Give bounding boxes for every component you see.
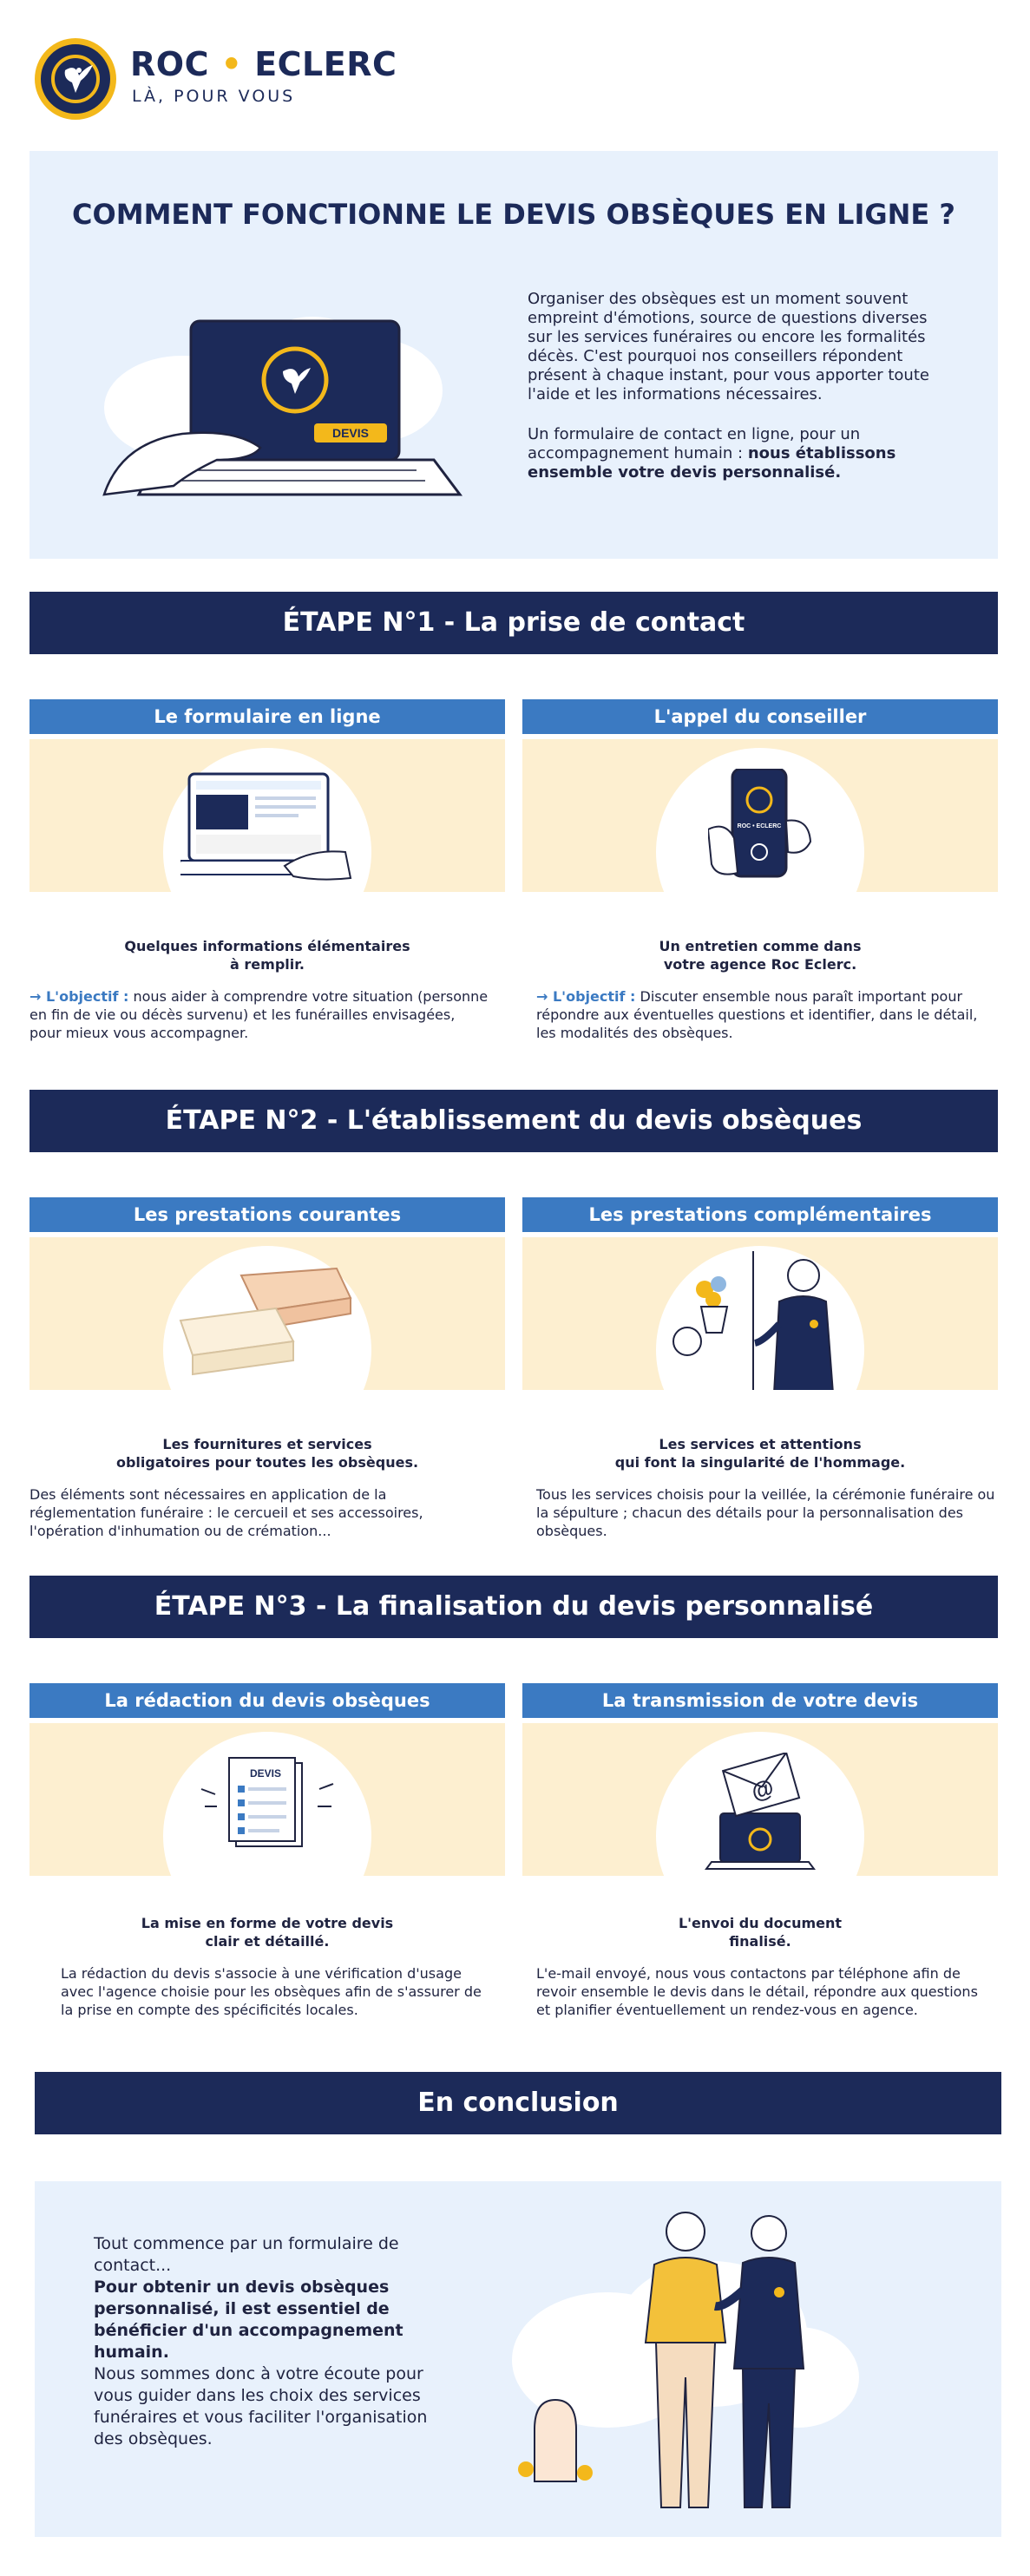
laptop-devis-badge: DEVIS (331, 426, 370, 440)
card-subtitle-quote-drafting: La mise en forme de votre devis clair et détaillé. (141, 1915, 394, 1950)
phone-icon (708, 769, 812, 890)
card-subtitle-advisor-call: Un entretien comme dans votre agence Roc Eclerc. (659, 938, 862, 973)
card-subtitle-online-form: Quelques informations élémentaires à remplir. (124, 938, 410, 973)
hero-paragraph-2: Un formulaire de contact en ligne, pour un accompagnement humain : nous établissons ensemble votre devis personnalisé. (528, 425, 896, 482)
card-subtitle-quote-transmission: L'envoi du document finalisé. (678, 1915, 843, 1950)
document-icon (198, 1754, 337, 1858)
card-body-quote-transmission: L'e-mail envoyé, nous vous contactons par téléphone afin de revoir ensemble le devis dans le détail, répondre aux questions et planifier éventuellement un rendez-vous en agence. (536, 1965, 978, 2018)
angel-icon (41, 44, 110, 114)
card-subtitle-standard-services: Les fournitures et services obligatoires pour toutes les obsèques. (115, 1436, 419, 1471)
document-devis-label: DEVIS (250, 1767, 282, 1780)
card-illustration-standard-services (30, 1237, 505, 1390)
advisor-flowers-icon (653, 1246, 861, 1390)
card-illustration-online-form (30, 739, 505, 892)
card-heading-additional-services: Les prestations complémentaires (522, 1197, 998, 1232)
email-laptop-icon (699, 1753, 821, 1874)
card-illustration-advisor-call (522, 739, 998, 892)
card-body-online-form: → L'objectif : nous aider à comprendre votre situation (personne en fin de vie ou décès survenu) et les funérailles envisagées, pour mieux vous accompagner. (30, 988, 489, 1041)
card-subtitle-additional-services: Les services et attentions qui font la singularité de l'hommage. (614, 1436, 906, 1471)
conclusion-text: Tout commence par un formulaire de contact... Pour obtenir un devis obsèques personnalisé, il est essentiel de bénéficier d'un accompagnement humain. Nous sommes donc à votre écoute pour vous guider dans les choix des services funéraires et vous faciliter l'organisation des obsèques. (94, 2234, 428, 2448)
advisor-and-client-illustration (503, 2195, 868, 2542)
roc-eclerc-logo[interactable] (35, 38, 116, 120)
conclusion-banner: En conclusion (35, 2072, 1001, 2134)
brand-tagline: LÀ, POUR VOUS (132, 87, 296, 106)
at-symbol: @ (748, 1773, 777, 1806)
step-3-banner: ÉTAPE N°3 - La finalisation du devis personnalisé (30, 1576, 998, 1638)
card-heading-standard-services: Les prestations courantes (30, 1197, 505, 1232)
card-body-additional-services: Tous les services choisis pour la veillée, la cérémonie funéraire ou la sépulture ; chacun des détails pour la personnalisation des obsèques. (536, 1486, 995, 1539)
coffin-icon (172, 1263, 363, 1385)
hero-paragraph-1: Organiser des obsèques est un moment souvent empreint d'émotions, source de questions diverses sur les services funéraires ou encore les formalités décès. C'est pourquoi nos conseillers répondent présent à chaque instant, pour vous apporter toute l'aide et les informations nécessaires. (528, 290, 929, 403)
card-body-advisor-call: → L'objectif : Discuter ensemble nous paraît important pour répondre aux éventuelles questions et identifier, dans le détail, les modalités des obsèques. (536, 988, 978, 1041)
step-2-banner: ÉTAPE N°2 - L'établissement du devis obsèques (30, 1090, 998, 1152)
card-body-quote-drafting: La rédaction du devis s'associe à une vérification d'usage avec l'agence choisie pour les obsèques afin de s'assurer de la prise en compte des spécificités locales. (61, 1965, 482, 2018)
laptop-illustration (87, 286, 486, 529)
card-heading-advisor-call: L'appel du conseiller (522, 699, 998, 734)
card-heading-online-form: Le formulaire en ligne (30, 699, 505, 734)
laptop-form-icon (180, 765, 354, 887)
card-heading-quote-transmission: La transmission de votre devis (522, 1683, 998, 1718)
card-illustration-quote-drafting (30, 1723, 505, 1876)
card-heading-quote-drafting: La rédaction du devis obsèques (30, 1683, 505, 1718)
card-illustration-quote-transmission (522, 1723, 998, 1876)
page-title: COMMENT FONCTIONNE LE DEVIS OBSÈQUES EN LIGNE ? (72, 198, 955, 231)
objective-label: → L'objectif : (30, 988, 129, 1005)
brand-name: ROC • ECLERC (130, 45, 397, 83)
phone-brand-text: ROC • ECLERC (737, 823, 782, 829)
card-illustration-additional-services (522, 1237, 998, 1390)
objective-label: → L'objectif : (536, 988, 636, 1005)
step-1-banner: ÉTAPE N°1 - La prise de contact (30, 592, 998, 654)
card-body-standard-services: Des éléments sont nécessaires en application de la réglementation funéraire : le cercueil et ses accessoires, l'opération d'inhumation ou de crémation... (30, 1486, 423, 1539)
